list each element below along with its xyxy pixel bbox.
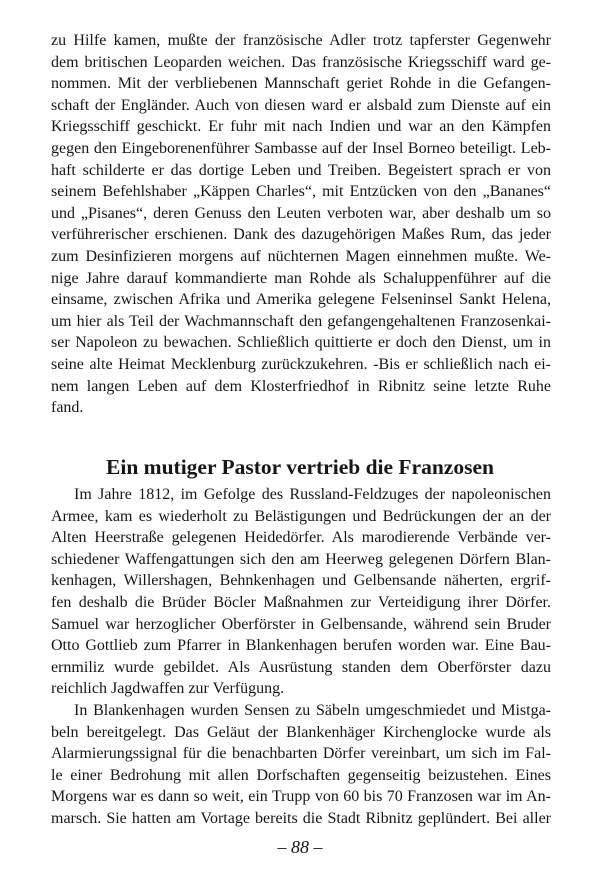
- text-line: Morgens war es dann so weit, ein Trupp von 60 bis 70 Franzosen war im An-: [51, 788, 551, 806]
- text-line: seinem Befehlshaber „Käppen Charles“, mit Entzücken von den „Bananes“: [51, 183, 551, 201]
- text-line: Armee, kam es wiederholt zu Belästigungen und Bedrückungen der an der: [51, 507, 551, 525]
- section-heading: Ein mutiger Pastor vertrieb die Franzosen: [106, 454, 494, 479]
- text-line: und „Pisanes“, deren Genuss den Leuten verboten war, aber deshalb um so: [51, 204, 551, 222]
- text-line: zu Hilfe kamen, mußte der französische Adler trotz tapferster Gegenwehr: [51, 32, 551, 49]
- text-line: seine alte Heimat Mecklenburg zurückzukehren. -Bis er schließlich nach ei-: [51, 355, 551, 373]
- text-line: beln bereitgelegt. Das Geläut der Blankenhäger Kirchenglocke wurde als: [51, 723, 551, 741]
- text-line: Kriegsschiff geschickt. Er fuhr mit nach Indien und war an den Kämpfen: [51, 118, 551, 136]
- paragraph-blankenhagen-defense: [51, 700, 551, 830]
- text-line: nem langen Leben auf dem Klosterfriedhof in Ribnitz seine letzte Ruhe: [51, 377, 551, 395]
- text-line: In Blankenhagen wurden Sensen zu Säbeln umgeschmiedet und Mistga-: [74, 702, 551, 719]
- text-line: kenhagen, Willershagen, Behnkenhagen und Gelbensande näherten, ergrif-: [51, 572, 551, 590]
- paragraph-rohde-story: [51, 30, 551, 419]
- text-line: Otto Gottlieb zum Pfarrer in Blankenhagen berufen worden war. Eine Bau-: [51, 637, 551, 655]
- text-line: gegen den Eingeborenenführer Sambasse auf der Insel Borneo beteiligt. Leb-: [51, 139, 551, 157]
- text-line: nommen. Mit der verbliebenen Mannschaft geriet Rohde in die Gefangen-: [51, 75, 551, 93]
- text-line: dem britischen Leoparden weichen. Das französische Kriegsschiff ward ge-: [51, 53, 551, 71]
- text-line: ernmiliz wurde gebildet. Als Ausrüstung standen dem Oberförster dazu: [51, 658, 551, 676]
- text-line: schiedener Waffengattungen sich den am Heerweg gelegenen Dörfern Blan-: [51, 550, 551, 568]
- text-line: nige Jahre darauf kommandierte man Rohde als Schaluppenführer auf die: [51, 269, 551, 287]
- text-line: einsame, zwischen Afrika und Amerika gelegene Felseninsel Sankt Helena,: [51, 291, 551, 309]
- text-line: le einer Bedrohung mit allen Dorfschaften gegenseitig beizustehen. Eines: [51, 766, 551, 784]
- text-line: marsch. Sie hatten am Vortage bereits die Stadt Ribnitz geplündert. Bei aller: [51, 809, 551, 827]
- text-line: fen deshalb die Brüder Böcler Maßnahmen zur Verteidigung ihrer Dörfer.: [51, 593, 551, 611]
- text-line: Samuel war herzoglicher Oberförster in Gelbensande, während sein Bruder: [51, 615, 551, 633]
- text-line: zum Desinfizieren morgens auf nüchternen Magen einnehmen mußte. We-: [51, 247, 551, 265]
- text-line: Im Jahre 1812, im Gefolge des Russland-Feldzuges der napoleonischen: [74, 486, 551, 503]
- text-line: ser Napoleon zu bewachen. Schließlich quittierte er doch den Dienst, um in: [51, 334, 551, 352]
- text-line: schaft der Engländer. Auch von diesen ward er alsbald zum Dienste auf ein: [51, 96, 551, 114]
- text-line: Alarmierungssignal für die benachbarten Dörfer vereinbart, um sich im Fal-: [51, 745, 551, 763]
- text-line: haft schilderte er das dortige Leben und Treiben. Begeistert sprach er von: [51, 161, 551, 179]
- paragraph-boecler-brothers: [51, 484, 551, 700]
- text-line: reichlich Jagdwaffen zur Verfügung.: [51, 680, 285, 698]
- text-line: verführerischer erschienen. Dank des dazugehörigen Maßes Rum, das jeder: [51, 226, 551, 244]
- text-line: fand.: [51, 399, 84, 417]
- text-line: Alten Heerstraße gelegenen Heidedörfer. Als marodierende Verbände ver-: [51, 529, 551, 547]
- text-line: um hier als Teil der Wachmannschaft den gefangengehaltenen Franzosenkai-: [51, 312, 551, 330]
- page-number: – 88 –: [277, 837, 323, 857]
